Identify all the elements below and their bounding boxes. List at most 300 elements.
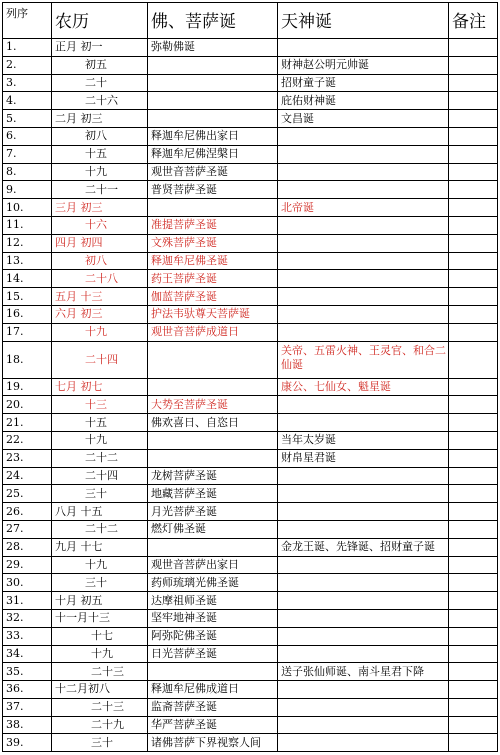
buddha-festival-cell (148, 414, 278, 432)
lunar-date-cell-text: 十九 (85, 557, 107, 571)
table-row (3, 467, 498, 485)
lunar-date-cell-text: 十九 (85, 164, 107, 178)
row-index (3, 181, 52, 199)
buddha-festival-cell-text: 普贤菩萨圣诞 (151, 182, 217, 196)
deity-festival-cell-text: 康公、七仙女、魁星诞 (281, 379, 391, 393)
row-index (3, 734, 52, 752)
row-index (3, 74, 52, 92)
row-index (3, 234, 52, 252)
notes-cell (449, 449, 498, 467)
buddha-festival-cell (148, 74, 278, 92)
buddha-festival-cell-text: 地藏菩萨圣诞 (151, 486, 217, 500)
row-index-text: 35. (6, 664, 24, 678)
lunar-date-cell-text: 十月 初五 (55, 593, 103, 607)
lunar-date-cell-text: 十七 (91, 629, 113, 643)
table-row (3, 199, 498, 217)
buddha-festival-cell-text: 华严菩萨圣诞 (151, 718, 217, 732)
buddha-festival-cell-text: 阿弥陀佛圣诞 (151, 629, 217, 643)
lunar-date-cell-text: 二十九 (91, 718, 124, 732)
table-row (3, 609, 498, 627)
row-index (3, 663, 52, 681)
deity-festival-cell-text: 关帝、五雷火神、王灵官、和合二仙诞 (281, 343, 446, 371)
deity-festival-cell (278, 627, 449, 645)
buddha-festival-cell-text: 坚牢地神圣诞 (151, 611, 217, 625)
buddha-festival-cell (148, 378, 278, 396)
buddha-festival-cell-text: 释迦牟尼佛涅槃日 (151, 147, 239, 161)
row-index (3, 110, 52, 128)
buddha-festival-cell-text: 释迦牟尼佛圣诞 (151, 253, 228, 267)
buddha-festival-cell (148, 734, 278, 752)
buddha-festival-cell-text: 监斋菩萨圣诞 (151, 700, 217, 714)
row-index-text: 1. (6, 40, 17, 54)
row-index (3, 270, 52, 288)
buddha-festival-cell (148, 627, 278, 645)
row-index (3, 92, 52, 110)
table-row (3, 323, 498, 341)
row-index-text: 12. (6, 236, 24, 250)
notes-cell (449, 681, 498, 699)
deity-festival-cell (278, 199, 449, 217)
deity-festival-cell (278, 485, 449, 503)
lunar-date-cell-text: 十九 (85, 325, 107, 339)
row-index (3, 592, 52, 610)
buddha-festival-cell (148, 681, 278, 699)
lunar-date-cell (52, 56, 148, 74)
lunar-date-cell-text: 正月 初一 (55, 40, 103, 54)
header-row (3, 3, 498, 39)
table-row (3, 74, 498, 92)
table-row (3, 216, 498, 234)
table-body (3, 39, 498, 752)
row-index (3, 163, 52, 181)
lunar-date-cell (52, 485, 148, 503)
notes-cell (449, 396, 498, 414)
lunar-date-cell-text: 二十二 (85, 522, 118, 536)
buddha-festival-cell (148, 288, 278, 306)
lunar-date-cell-text: 二十四 (85, 468, 118, 482)
lunar-date-cell (52, 341, 148, 378)
deity-festival-cell (278, 270, 449, 288)
row-index (3, 341, 52, 378)
buddha-festival-cell (148, 110, 278, 128)
buddha-festival-cell-text: 文殊菩萨圣诞 (151, 236, 217, 250)
row-index-text: 23. (6, 451, 24, 465)
buddha-festival-cell-text: 释迦牟尼佛出家日 (151, 129, 239, 143)
table-row (3, 716, 498, 734)
row-index (3, 609, 52, 627)
row-index-text: 20. (6, 397, 24, 411)
row-index-text: 2. (6, 58, 17, 72)
header-index: 列序 (3, 3, 52, 39)
row-index-text: 11. (6, 218, 24, 232)
row-index (3, 396, 52, 414)
header-lunar: 农历 (52, 3, 148, 39)
table-row (3, 127, 498, 145)
deity-festival-cell-text: 当年太岁诞 (281, 433, 336, 447)
buddha-festival-cell-text: 释迦牟尼佛成道日 (151, 682, 239, 696)
notes-cell (449, 216, 498, 234)
buddha-festival-cell-text: 燃灯佛圣诞 (151, 522, 206, 536)
lunar-date-cell-text: 十六 (85, 218, 107, 232)
buddha-festival-cell (148, 663, 278, 681)
row-index-text: 25. (6, 486, 24, 500)
buddha-festival-cell (148, 270, 278, 288)
lunar-date-cell-text: 六月 初三 (55, 307, 103, 321)
lunar-date-cell (52, 305, 148, 323)
table-row (3, 663, 498, 681)
header-buddha: 佛、菩萨诞 (148, 3, 278, 39)
table-row (3, 734, 498, 752)
lunar-date-cell-text: 二十三 (91, 700, 124, 714)
buddha-festival-cell (148, 609, 278, 627)
notes-cell (449, 716, 498, 734)
lunar-date-cell (52, 270, 148, 288)
notes-cell (449, 323, 498, 341)
notes-cell (449, 431, 498, 449)
row-index (3, 56, 52, 74)
deity-festival-cell-text: 招财童子诞 (281, 75, 336, 89)
notes-cell (449, 538, 498, 556)
row-index-text: 7. (6, 147, 17, 161)
buddha-festival-cell-text: 准提菩萨圣诞 (151, 218, 217, 232)
buddha-festival-cell (148, 449, 278, 467)
buddha-festival-cell (148, 199, 278, 217)
row-index (3, 574, 52, 592)
deity-festival-cell (278, 39, 449, 57)
lunar-date-cell (52, 127, 148, 145)
notes-cell (449, 270, 498, 288)
lunar-date-cell (52, 414, 148, 432)
deity-festival-cell (278, 592, 449, 610)
buddha-festival-cell (148, 127, 278, 145)
row-index-text: 28. (6, 540, 24, 554)
table-row (3, 234, 498, 252)
lunar-date-cell (52, 431, 148, 449)
lunar-date-cell (52, 323, 148, 341)
buddha-festival-cell-text: 诸佛菩萨下界视察人间 (151, 735, 261, 749)
lunar-date-cell-text: 七月 初七 (55, 379, 103, 393)
lunar-date-cell (52, 216, 148, 234)
table-row (3, 56, 498, 74)
lunar-date-cell-text: 二十八 (85, 271, 118, 285)
lunar-date-cell-text: 三十 (85, 575, 107, 589)
buddha-festival-cell-text: 龙树菩萨圣诞 (151, 468, 217, 482)
deity-festival-cell (278, 556, 449, 574)
lunar-date-cell-text: 二十三 (91, 664, 124, 678)
buddha-festival-cell (148, 234, 278, 252)
lunar-date-cell-text: 二十六 (85, 93, 118, 107)
row-index-text: 19. (6, 379, 24, 393)
lunar-date-cell (52, 627, 148, 645)
deity-festival-cell (278, 645, 449, 663)
deity-festival-cell-text: 财帛星君诞 (281, 451, 336, 465)
buddha-festival-cell-text: 大势至菩萨圣诞 (151, 397, 228, 411)
table-row (3, 520, 498, 538)
row-index (3, 305, 52, 323)
lunar-date-cell (52, 574, 148, 592)
lunar-date-cell (52, 698, 148, 716)
lunar-date-cell (52, 252, 148, 270)
lunar-date-cell (52, 39, 148, 57)
buddha-festival-cell-text: 观世音菩萨出家日 (151, 557, 239, 571)
notes-cell (449, 234, 498, 252)
table-row (3, 181, 498, 199)
deity-festival-cell (278, 698, 449, 716)
buddha-festival-cell (148, 216, 278, 234)
buddha-festival-cell-text: 观世音菩萨成道日 (151, 325, 239, 339)
buddha-festival-cell (148, 181, 278, 199)
deity-festival-cell (278, 288, 449, 306)
deity-festival-cell (278, 520, 449, 538)
row-index (3, 627, 52, 645)
lunar-date-cell (52, 520, 148, 538)
notes-cell (449, 414, 498, 432)
table-row (3, 681, 498, 699)
lunar-date-cell (52, 556, 148, 574)
row-index-text: 8. (6, 164, 17, 178)
notes-cell (449, 627, 498, 645)
row-index (3, 323, 52, 341)
row-index-text: 37. (6, 700, 24, 714)
lunar-date-cell (52, 592, 148, 610)
deity-festival-cell-text: 财神赵公明元帅诞 (281, 58, 369, 72)
row-index (3, 145, 52, 163)
buddha-festival-cell-text: 日光菩萨圣诞 (151, 646, 217, 660)
lunar-date-cell (52, 681, 148, 699)
lunar-date-cell (52, 145, 148, 163)
lunar-date-cell (52, 378, 148, 396)
lunar-date-cell-text: 二十二 (85, 451, 118, 465)
table-row (3, 305, 498, 323)
lunar-date-cell-text: 十五 (85, 147, 107, 161)
row-index-text: 26. (6, 504, 24, 518)
notes-cell (449, 288, 498, 306)
deity-festival-cell (278, 378, 449, 396)
notes-cell (449, 645, 498, 663)
lunar-date-cell-text: 二十一 (85, 182, 118, 196)
row-index-text: 17. (6, 325, 24, 339)
table-row (3, 645, 498, 663)
festival-table (2, 2, 498, 752)
table-row (3, 485, 498, 503)
deity-festival-cell-text: 北帝诞 (281, 200, 314, 214)
lunar-date-cell (52, 449, 148, 467)
notes-cell (449, 520, 498, 538)
buddha-festival-cell (148, 39, 278, 57)
lunar-date-cell (52, 396, 148, 414)
deity-festival-cell-text: 金龙王诞、先锋诞、招财童子诞 (281, 540, 435, 554)
buddha-festival-cell-text: 护法韦驮尊天菩萨诞 (151, 307, 250, 321)
deity-festival-cell (278, 396, 449, 414)
row-index (3, 556, 52, 574)
row-index-text: 34. (6, 646, 24, 660)
notes-cell (449, 39, 498, 57)
lunar-date-cell (52, 716, 148, 734)
row-index-text: 31. (6, 593, 24, 607)
deity-festival-cell (278, 663, 449, 681)
deity-festival-cell (278, 305, 449, 323)
buddha-festival-cell (148, 92, 278, 110)
buddha-festival-cell (148, 592, 278, 610)
notes-cell (449, 127, 498, 145)
table-row (3, 92, 498, 110)
deity-festival-cell (278, 414, 449, 432)
buddha-festival-cell (148, 698, 278, 716)
lunar-date-cell (52, 663, 148, 681)
lunar-date-cell-text: 三十 (91, 735, 113, 749)
lunar-date-cell (52, 234, 148, 252)
row-index-text: 5. (6, 111, 17, 125)
deity-festival-cell (278, 503, 449, 521)
table-row (3, 574, 498, 592)
buddha-festival-cell (148, 341, 278, 378)
table-row (3, 288, 498, 306)
table-row (3, 592, 498, 610)
row-index (3, 199, 52, 217)
row-index-text: 3. (6, 75, 17, 89)
lunar-date-cell (52, 110, 148, 128)
notes-cell (449, 698, 498, 716)
notes-cell (449, 163, 498, 181)
row-index (3, 378, 52, 396)
row-index-text: 39. (6, 735, 24, 749)
row-index-text: 18. (6, 352, 24, 366)
buddha-festival-cell (148, 538, 278, 556)
table-row (3, 378, 498, 396)
buddha-festival-cell (148, 396, 278, 414)
table-row (3, 627, 498, 645)
deity-festival-cell (278, 323, 449, 341)
deity-festival-cell (278, 127, 449, 145)
lunar-date-cell (52, 199, 148, 217)
table-row (3, 110, 498, 128)
lunar-date-cell-text: 九月 十七 (55, 540, 103, 554)
table-row (3, 252, 498, 270)
lunar-date-cell-text: 初八 (85, 129, 107, 143)
lunar-date-cell-text: 八月 十五 (55, 504, 103, 518)
lunar-date-cell-text: 三十 (85, 486, 107, 500)
deity-festival-cell (278, 181, 449, 199)
table-row (3, 449, 498, 467)
deity-festival-cell-text: 庇佑财神诞 (281, 93, 336, 107)
row-index-text: 13. (6, 253, 24, 267)
row-index-text: 21. (6, 415, 24, 429)
deity-festival-cell (278, 216, 449, 234)
deity-festival-cell (278, 467, 449, 485)
table-row (3, 270, 498, 288)
lunar-date-cell-text: 十九 (91, 646, 113, 660)
lunar-date-cell (52, 734, 148, 752)
deity-festival-cell (278, 145, 449, 163)
notes-cell (449, 341, 498, 378)
lunar-date-cell-text: 四月 初四 (55, 236, 103, 250)
notes-cell (449, 574, 498, 592)
lunar-date-cell-text: 初八 (85, 253, 107, 267)
deity-festival-cell (278, 449, 449, 467)
row-index-text: 38. (6, 718, 24, 732)
lunar-date-cell (52, 645, 148, 663)
table-row (3, 39, 498, 57)
buddha-festival-cell (148, 56, 278, 74)
lunar-date-cell-text: 十一月十三 (55, 611, 110, 625)
buddha-festival-cell (148, 716, 278, 734)
notes-cell (449, 56, 498, 74)
buddha-festival-cell-text: 佛欢喜日、自恣日 (151, 415, 239, 429)
row-index-text: 15. (6, 289, 24, 303)
header-notes: 备注 (449, 3, 498, 39)
buddha-festival-cell-text: 药王菩萨圣诞 (151, 271, 217, 285)
buddha-festival-cell (148, 163, 278, 181)
lunar-date-cell-text: 二十四 (85, 352, 118, 366)
buddha-festival-cell (148, 574, 278, 592)
deity-festival-cell-text: 文昌诞 (281, 111, 314, 125)
row-index (3, 449, 52, 467)
lunar-date-cell (52, 92, 148, 110)
buddha-festival-cell (148, 520, 278, 538)
row-index-text: 10. (6, 200, 24, 214)
table-row (3, 145, 498, 163)
deity-festival-cell (278, 234, 449, 252)
buddha-festival-cell-text: 弥勒佛诞 (151, 40, 195, 54)
buddha-festival-cell (148, 431, 278, 449)
notes-cell (449, 467, 498, 485)
buddha-festival-cell-text: 药师琉璃光佛圣诞 (151, 575, 239, 589)
lunar-date-cell-text: 十九 (85, 433, 107, 447)
row-index-text: 30. (6, 575, 24, 589)
notes-cell (449, 305, 498, 323)
notes-cell (449, 503, 498, 521)
row-index-text: 36. (6, 682, 24, 696)
table-row (3, 431, 498, 449)
row-index-text: 9. (6, 182, 17, 196)
row-index (3, 39, 52, 57)
lunar-date-cell (52, 538, 148, 556)
header-deity: 天神诞 (278, 3, 449, 39)
buddha-festival-cell (148, 485, 278, 503)
row-index-text: 6. (6, 129, 17, 143)
notes-cell (449, 663, 498, 681)
deity-festival-cell (278, 538, 449, 556)
row-index-text: 4. (6, 93, 17, 107)
row-index (3, 485, 52, 503)
deity-festival-cell (278, 609, 449, 627)
lunar-date-cell (52, 181, 148, 199)
deity-festival-cell (278, 574, 449, 592)
row-index (3, 252, 52, 270)
buddha-festival-cell-text: 观世音菩萨圣诞 (151, 164, 228, 178)
lunar-date-cell-text: 二月 初三 (55, 111, 103, 125)
buddha-festival-cell-text: 达摩祖师圣诞 (151, 593, 217, 607)
lunar-date-cell (52, 163, 148, 181)
table-row (3, 698, 498, 716)
notes-cell (449, 199, 498, 217)
row-index (3, 467, 52, 485)
notes-cell (449, 252, 498, 270)
table-row (3, 414, 498, 432)
lunar-date-cell-text: 三月 初三 (55, 200, 103, 214)
table-row (3, 341, 498, 378)
notes-cell (449, 734, 498, 752)
deity-festival-cell (278, 163, 449, 181)
deity-festival-cell (278, 56, 449, 74)
notes-cell (449, 181, 498, 199)
row-index-text: 27. (6, 522, 24, 536)
deity-festival-cell (278, 252, 449, 270)
lunar-date-cell (52, 609, 148, 627)
row-index (3, 414, 52, 432)
row-index (3, 681, 52, 699)
row-index (3, 216, 52, 234)
